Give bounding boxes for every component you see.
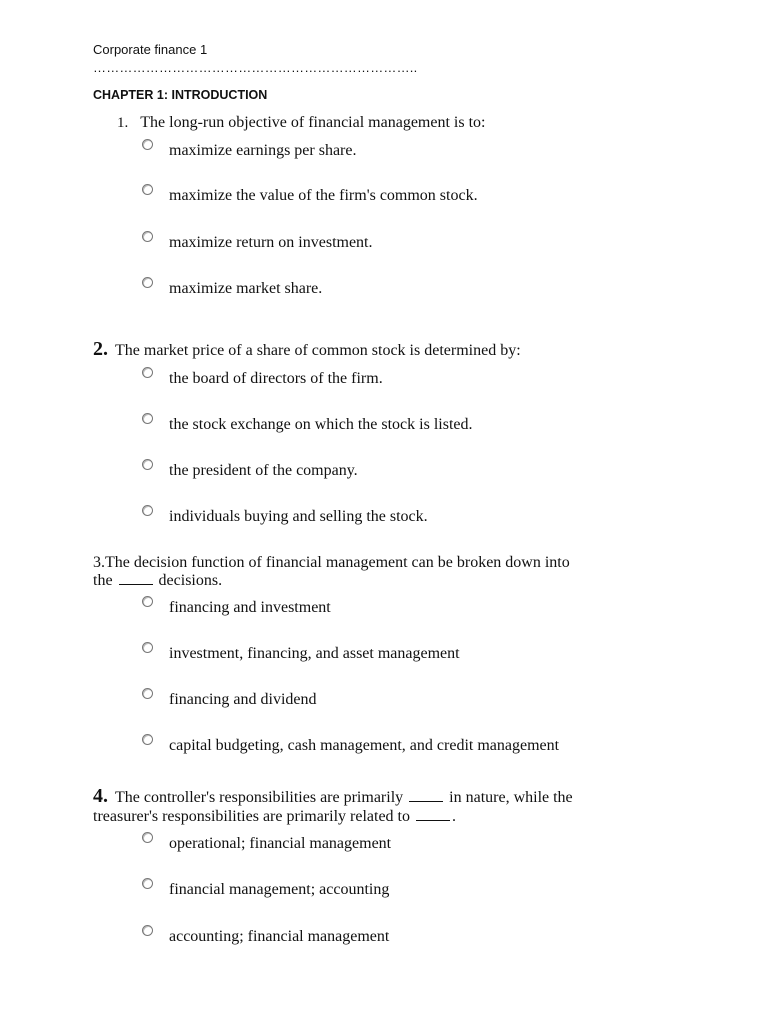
radio-button[interactable] xyxy=(142,832,153,843)
question-2-number: 2. xyxy=(93,338,108,360)
radio-button[interactable] xyxy=(142,878,153,889)
question-4-text-line2-start: treasurer's responsibilities are primarily related to xyxy=(93,808,410,825)
option-label: financing and investment xyxy=(169,599,331,616)
radio-button[interactable] xyxy=(142,925,153,936)
option-label: investment, financing, and asset management xyxy=(169,645,460,662)
option-label: financial management; accounting xyxy=(169,881,390,898)
question-3-text-line2-end: decisions. xyxy=(158,572,223,589)
question-1 xyxy=(117,114,485,132)
radio-button[interactable] xyxy=(142,688,153,699)
radio-button[interactable] xyxy=(142,139,153,150)
radio-button[interactable] xyxy=(142,642,153,653)
option-label: maximize market share. xyxy=(169,280,323,297)
question-4-text-line1-end: in nature, while the xyxy=(449,789,573,806)
radio-button[interactable] xyxy=(142,734,153,745)
option-label: individuals buying and selling the stock. xyxy=(169,508,428,525)
question-4 xyxy=(93,785,573,808)
answer-blank xyxy=(416,808,450,821)
header-dotted-line: ……………………………………………………………….. xyxy=(93,60,418,75)
option-label: maximize return on investment. xyxy=(169,234,373,251)
question-2-text: The market price of a share of common stock is determined by: xyxy=(115,342,521,359)
question-1-text: The long-run objective of financial management is to: xyxy=(140,114,486,131)
option-label: accounting; financial management xyxy=(169,928,390,945)
option-label: financing and dividend xyxy=(169,691,317,708)
radio-button[interactable] xyxy=(142,505,153,516)
question-3-number: 3. xyxy=(93,554,105,571)
option-label: the stock exchange on which the stock is listed. xyxy=(169,416,473,433)
option-label: maximize earnings per share. xyxy=(169,142,357,159)
question-3-text-line1: The decision function of financial management can be broken down into xyxy=(105,554,570,571)
question-1-number: 1. xyxy=(117,115,129,131)
option-label: the board of directors of the firm. xyxy=(169,370,383,387)
option-label: capital budgeting, cash management, and credit management xyxy=(169,737,560,754)
answer-blank xyxy=(409,789,443,802)
radio-button[interactable] xyxy=(142,231,153,242)
question-3-line2 xyxy=(93,572,222,590)
question-3 xyxy=(93,554,570,572)
question-4-text-line1-start: The controller's responsibilities are primarily xyxy=(115,789,404,806)
radio-button[interactable] xyxy=(142,596,153,607)
question-4-line2 xyxy=(93,808,456,826)
option-label: maximize the value of the firm's common stock. xyxy=(169,187,478,204)
option-label: the president of the company. xyxy=(169,462,358,479)
question-4-text-line2-end: . xyxy=(452,808,456,825)
radio-button[interactable] xyxy=(142,367,153,378)
radio-button[interactable] xyxy=(142,413,153,424)
chapter-heading: CHAPTER 1: INTRODUCTION xyxy=(93,88,268,102)
radio-button[interactable] xyxy=(142,459,153,470)
question-4-number: 4. xyxy=(93,785,108,807)
answer-blank xyxy=(119,572,153,585)
option-label: operational; financial management xyxy=(169,835,392,852)
question-2 xyxy=(93,338,521,361)
document-header-title: Corporate finance 1 xyxy=(93,42,208,57)
radio-button[interactable] xyxy=(142,184,153,195)
question-3-text-line2-start: the xyxy=(93,572,113,589)
radio-button[interactable] xyxy=(142,277,153,288)
